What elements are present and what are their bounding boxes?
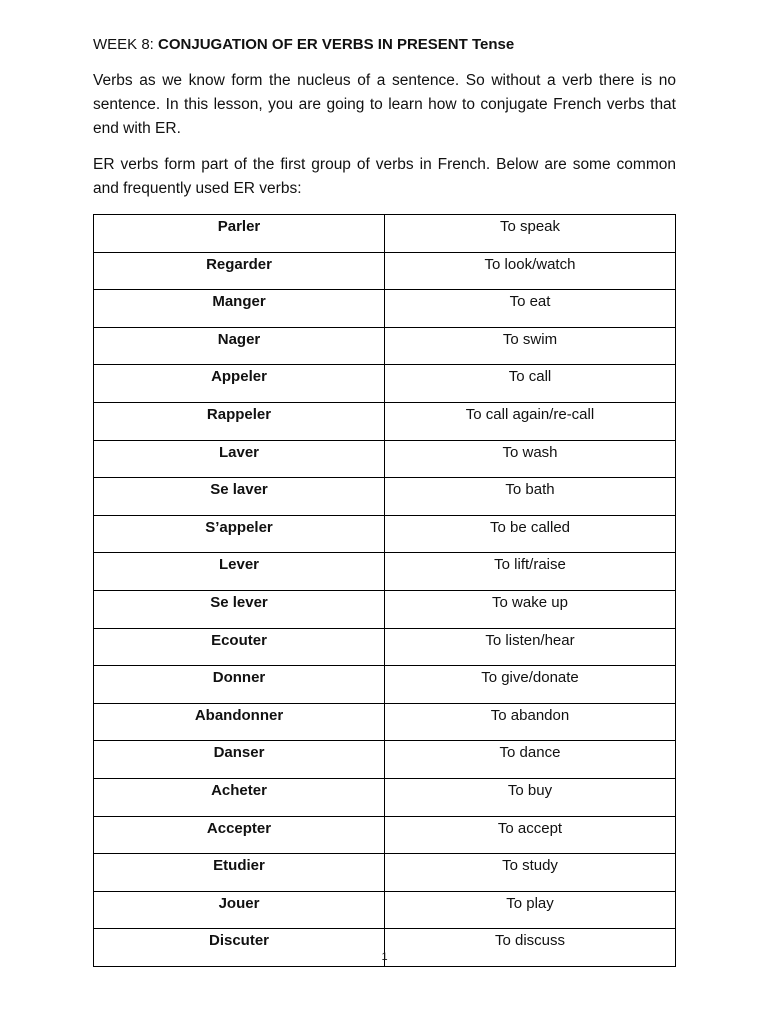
verb-english-cell: To abandon [385,703,676,741]
verb-english-cell: To call [385,365,676,403]
verb-english-cell: To swim [385,327,676,365]
verb-english-cell: To eat [385,290,676,328]
verb-row [94,515,676,553]
verb-french-cell: Se laver [94,478,385,516]
verb-english-cell: To study [385,854,676,892]
verb-english-cell: To be called [385,515,676,553]
verb-french-cell: Accepter [94,816,385,854]
verb-english-cell: To give/donate [385,666,676,704]
verb-english-cell: To buy [385,778,676,816]
verb-english-cell: To wash [385,440,676,478]
verb-row [94,215,676,253]
verb-row [94,666,676,704]
page-number: 1 [381,951,388,963]
verb-french-cell: Appeler [94,365,385,403]
heading-week-label: WEEK 8: [93,36,159,53]
verb-row [94,252,676,290]
verb-english-cell: To bath [385,478,676,516]
verb-french-cell: Se lever [94,590,385,628]
verb-english-cell: To accept [385,816,676,854]
verbs-table-body [94,215,676,967]
verb-row [94,628,676,666]
verb-english-cell: To listen/hear [385,628,676,666]
verb-french-cell: Laver [94,440,385,478]
verb-french-cell: Regarder [94,252,385,290]
verb-row [94,590,676,628]
verb-english-cell: To dance [385,741,676,779]
verb-english-cell: To discuss [385,929,676,967]
verb-row [94,402,676,440]
verb-row [94,440,676,478]
verb-english-cell: To wake up [385,590,676,628]
verb-french-cell: Rappeler [94,402,385,440]
verb-row [94,816,676,854]
verb-english-cell: To speak [385,215,676,253]
verb-french-cell: Lever [94,553,385,591]
verb-row [94,854,676,892]
verb-row [94,741,676,779]
heading-title: CONJUGATION OF ER VERBS IN PRESENT Tense [158,36,515,53]
verb-row [94,327,676,365]
verb-french-cell: Danser [94,741,385,779]
verb-row [94,891,676,929]
verb-row [94,478,676,516]
verb-english-cell: To lift/raise [385,553,676,591]
verb-row [94,703,676,741]
verb-french-cell: Jouer [94,891,385,929]
verb-row [94,553,676,591]
verb-french-cell: Ecouter [94,628,385,666]
verb-row [94,778,676,816]
er-verbs-paragraph: ER verbs form part of the first group of verbs in French. Below are some common and frequently used ER verbs: [93,156,676,197]
verb-french-cell: Discuter [94,929,385,967]
verb-french-cell: Donner [94,666,385,704]
page-heading [93,36,514,54]
verb-row [94,290,676,328]
verbs-table [93,214,676,967]
verb-french-cell: Abandonner [94,703,385,741]
verb-french-cell: Manger [94,290,385,328]
verb-french-cell: Acheter [94,778,385,816]
verb-french-cell: Nager [94,327,385,365]
verb-english-cell: To play [385,891,676,929]
verb-french-cell: Parler [94,215,385,253]
intro-paragraph: Verbs as we know form the nucleus of a sentence. So without a verb there is no sentence. In this lesson, you are going to learn how to conjugate French verbs that end with ER. [93,72,676,137]
verb-english-cell: To look/watch [385,252,676,290]
verb-row [94,365,676,403]
verb-english-cell: To call again/re-call [385,402,676,440]
verb-french-cell: Etudier [94,854,385,892]
verb-french-cell: S’appeler [94,515,385,553]
